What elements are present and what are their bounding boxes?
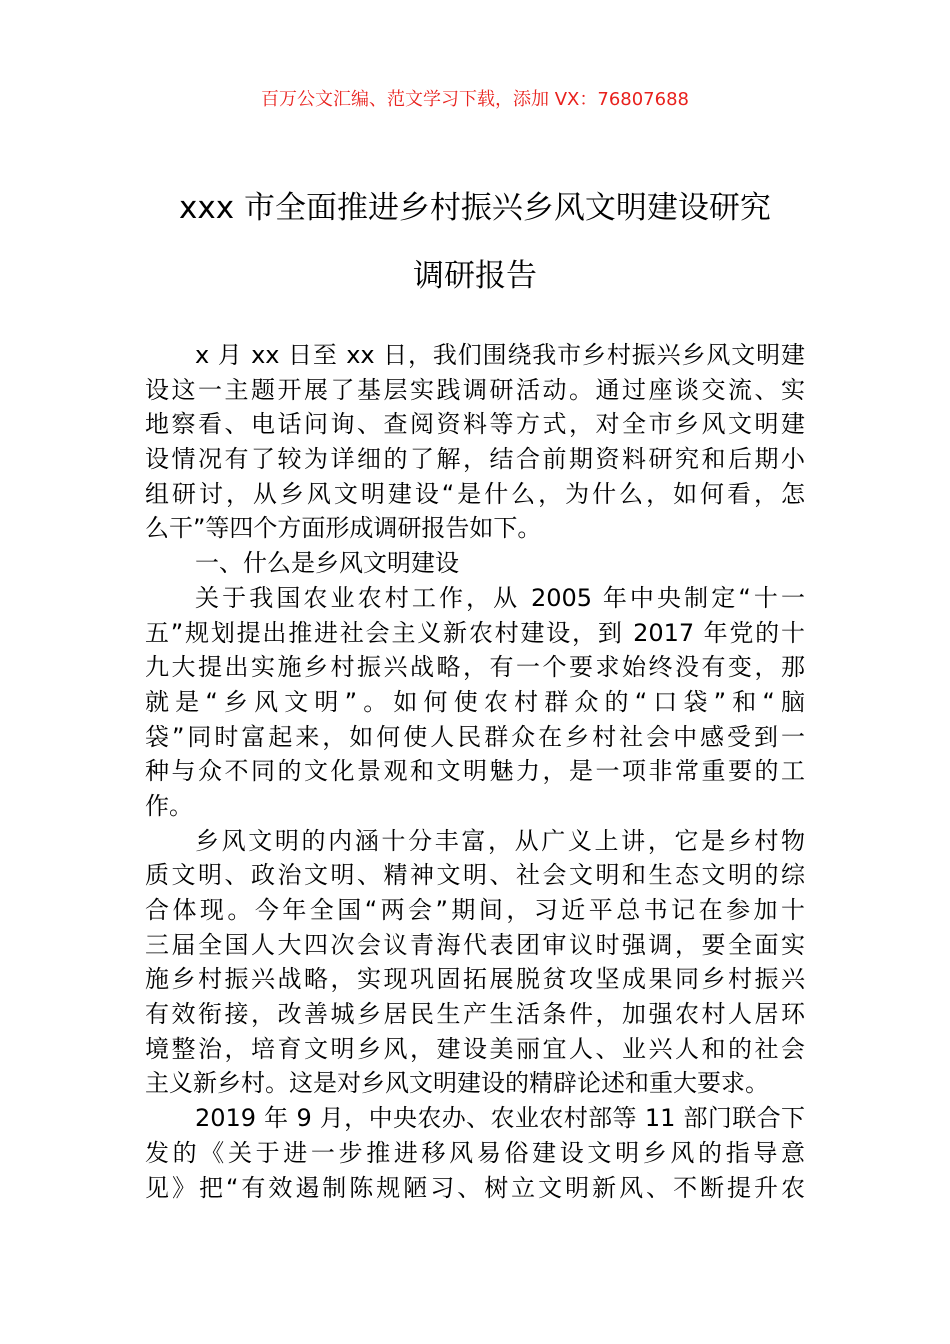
paragraph-line: 一、什么是乡风文明建设 [195,549,459,578]
paragraph [145,1101,805,1205]
paragraph [145,824,805,1102]
paragraph-line: 施乡村振兴战略，实现巩固拓展脱贫攻坚成果同乡村振兴 [145,965,805,994]
paragraph-line: 三届全国人大四次会议青海代表团审议时强调，要全面实 [145,930,805,959]
paragraph-line: 关于我国农业农村工作，从 2005 年中央制定“十一 [195,583,805,612]
paragraph-line: 境整治，培育文明乡风，建设美丽宜人、业兴人和的社会 [145,1034,805,1063]
paragraph-line: 就是“乡风文明”。如何使农村群众的“口袋”和“脑 [145,687,805,716]
paragraph-line: 九大提出实施乡村振兴战略，有一个要求始终没有变，那 [145,653,805,682]
paragraph-line: 有效衔接，改善城乡居民生产生活条件，加强农村人居环 [145,1000,805,1029]
paragraph-line: 设这一主题开展了基层实践调研活动。通过座谈交流、实 [145,375,805,404]
paragraph-line: 设情况有了较为详细的了解，结合前期资料研究和后期小 [145,445,805,474]
paragraph-line: 组研讨，从乡风文明建设“是什么，为什么，如何看，怎 [145,479,805,508]
paragraph-line: 主义新乡村。这是对乡风文明建设的精辟论述和重大要求。 [145,1069,769,1098]
paragraph-line: 作。 [145,791,193,820]
paragraph [145,581,805,824]
paragraph-line: 质文明、政治文明、精神文明、社会文明和生态文明的综 [145,861,805,890]
paragraph-line: 乡风文明的内涵十分丰富，从广义上讲，它是乡村物 [195,826,805,855]
document-body [145,338,805,1205]
paragraph [145,546,805,581]
watermark-header: 百万公文汇编、范文学习下载，添加 VX：76807688 [261,89,689,110]
paragraph-line: 袋”同时富起来，如何使人民群众在乡村社会中感受到一 [145,722,805,751]
paragraph-line: 2019 年 9 月，中央农办、农业农村部等 11 部门联合下 [195,1104,805,1133]
paragraph-line: 种与众不同的文化景观和文明魅力，是一项非常重要的工 [145,757,805,786]
paragraph-line: 见》把“有效遏制陈规陋习、树立文明新风、不断提升农 [145,1173,805,1202]
paragraph-line: 合体现。今年全国“两会”期间，习近平总书记在参加十 [145,896,805,924]
paragraph [145,338,805,546]
paragraph-line: 地察看、电话问询、查阅资料等方式，对全市乡风文明建 [145,410,805,439]
document-title-line-2: 调研报告 [413,258,537,294]
paragraph-line: x 月 xx 日至 xx 日，我们围绕我市乡村振兴乡风文明建 [195,341,805,369]
paragraph-line: 发的《关于进一步推进移风易俗建设文明乡风的指导意 [145,1138,805,1167]
document-title-line-1: xxx 市全面推进乡村振兴乡风文明建设研究 [179,190,771,226]
paragraph-line: 么干”等四个方面形成调研报告如下。 [145,514,542,543]
paragraph-line: 五”规划提出推进社会主义新农村建设，到 2017 年党的十 [145,618,805,647]
